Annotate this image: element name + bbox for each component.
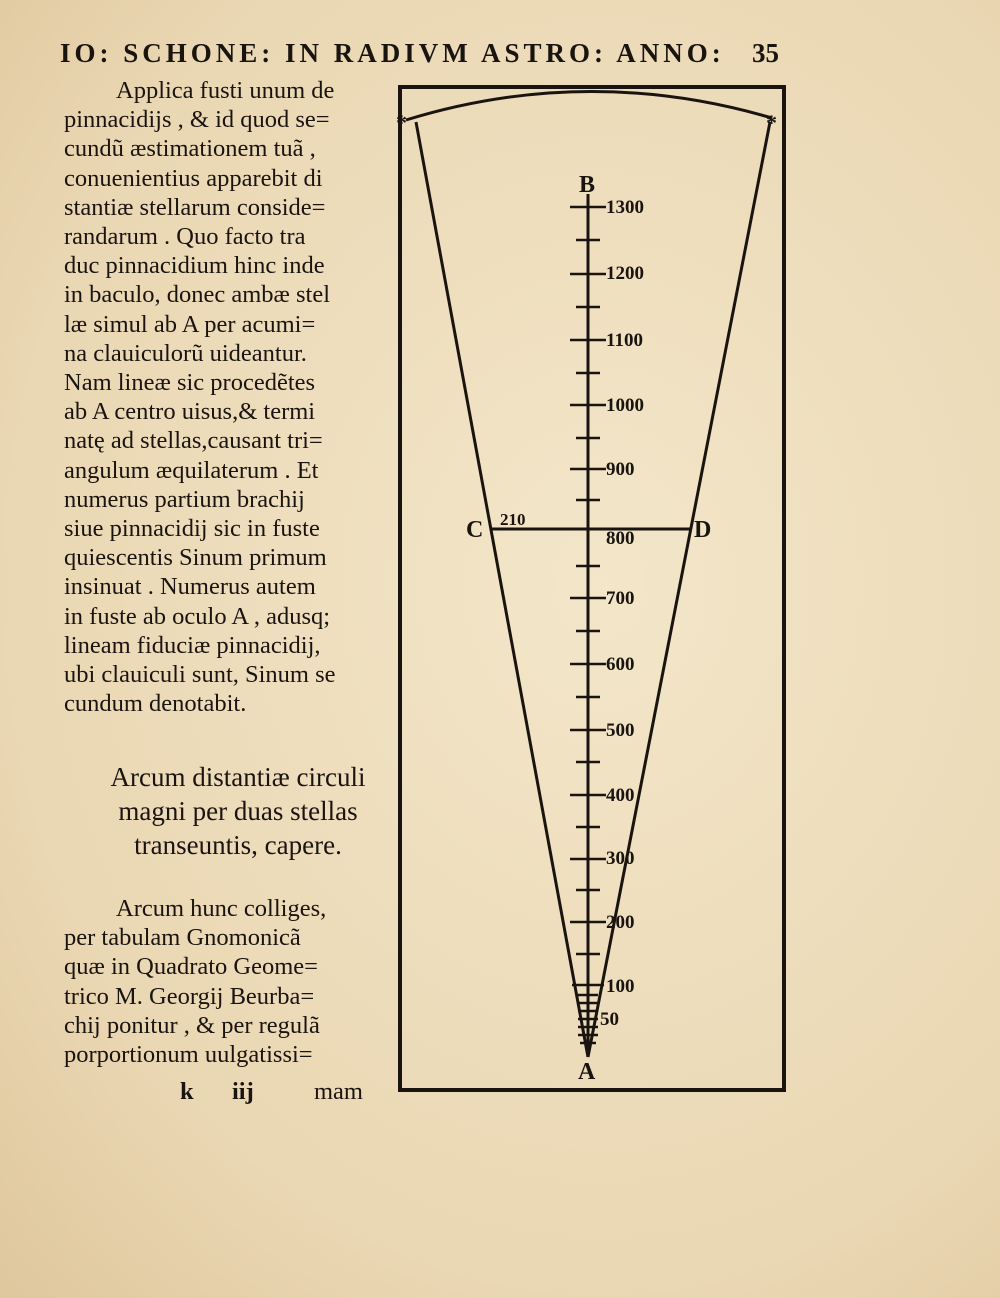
text-line: siue pinnacidij sic in fuste — [64, 515, 320, 543]
text-line: Applica fusti unum de — [116, 77, 335, 104]
text-line: numerus partium brachij — [64, 485, 305, 513]
text-line: ab A centro uisus,& termi — [64, 398, 316, 426]
page-number: 35 — [752, 38, 779, 68]
scale-label: 600 — [606, 654, 635, 675]
text-line: in baculo, donec ambæ stel — [64, 281, 331, 309]
running-title: IO: SCHONE: IN RADIVM ASTRO: ANNO: — [60, 38, 725, 68]
scale-label: 300 — [606, 848, 635, 869]
text-line: porportionum uulgatissi= — [64, 1041, 313, 1069]
text-line: lineam fiduciæ pinnacidij, — [64, 631, 321, 659]
signature-mark: k — [180, 1078, 194, 1105]
star-mark-right: * — [766, 110, 777, 135]
text-line: Nam lineæ sic procedẽtes — [64, 369, 316, 397]
text-line: chij ponitur , & per regulã — [64, 1011, 320, 1039]
heading-line: transeuntis, capere. — [134, 830, 342, 860]
text-line: per tabulam Gnomonicã — [64, 924, 301, 952]
scale-label: 1300 — [606, 197, 644, 218]
text-line: conuenientius apparebit di — [64, 164, 323, 192]
text-line: læ simul ab A per acumi= — [64, 310, 316, 338]
scale-label: 50 — [600, 1009, 619, 1030]
text-line: quæ in Quadrato Geome= — [64, 953, 318, 981]
text-line: insinuat . Numerus autem — [64, 573, 316, 601]
text-line: stantiæ stellarum conside= — [64, 193, 326, 221]
scale-label: 100 — [606, 976, 635, 997]
cross-value-label: 210 — [500, 510, 526, 529]
scale-label: 1200 — [606, 263, 644, 284]
cross-staff-diagram — [392, 82, 792, 1102]
text-line: pinnacidijs , & id quod se= — [64, 106, 330, 134]
label-d: D — [694, 517, 712, 543]
scale-label: 400 — [606, 785, 635, 806]
scale-label: 700 — [606, 588, 635, 609]
text-line: na clauiculorũ uideantur. — [64, 339, 307, 367]
text-line: duc pinnacidium hinc inde — [64, 252, 325, 280]
text-line: trico M. Georgij Beurba= — [64, 982, 315, 1010]
text-line: randarum . Quo facto tra — [64, 223, 306, 251]
text-line: cundum denotabit. — [64, 690, 247, 718]
text-line: quiescentis Sinum primum — [64, 544, 327, 572]
paragraph-instructions — [64, 76, 384, 718]
paragraph-arc — [64, 894, 384, 1069]
scale-label: 1000 — [606, 395, 644, 416]
text-line: natę ad stellas,causant tri= — [64, 427, 323, 455]
signature-number: iij — [232, 1078, 254, 1105]
left-sight-line — [416, 122, 588, 1057]
text-line: Arcum hunc colliges, — [116, 895, 327, 922]
scale-label: 1100 — [606, 330, 643, 351]
arc-line — [406, 91, 772, 120]
scale-label: 900 — [606, 459, 635, 480]
label-a: A — [578, 1059, 596, 1085]
text-line: ubi clauiculi sunt, Sinum se — [64, 661, 336, 689]
text-line: in fuste ab oculo A , adusq; — [64, 602, 331, 630]
scale-label: 200 — [606, 912, 635, 933]
scale-label: 800 — [606, 528, 635, 549]
diagram-frame — [400, 87, 784, 1090]
star-mark-left: * — [396, 110, 407, 135]
label-c: C — [466, 517, 484, 543]
text-line: cundũ æstimationem tuã , — [64, 135, 316, 163]
section-heading — [64, 760, 388, 862]
text-line: angulum æquilaterum . Et — [64, 456, 319, 484]
scale-label: 500 — [606, 720, 635, 741]
scale-labels — [600, 197, 644, 1030]
heading-line: magni per duas stellas — [118, 796, 358, 826]
heading-line: Arcum distantiæ circuli — [110, 762, 366, 792]
label-b: B — [579, 172, 596, 198]
catchword: mam — [314, 1078, 363, 1105]
